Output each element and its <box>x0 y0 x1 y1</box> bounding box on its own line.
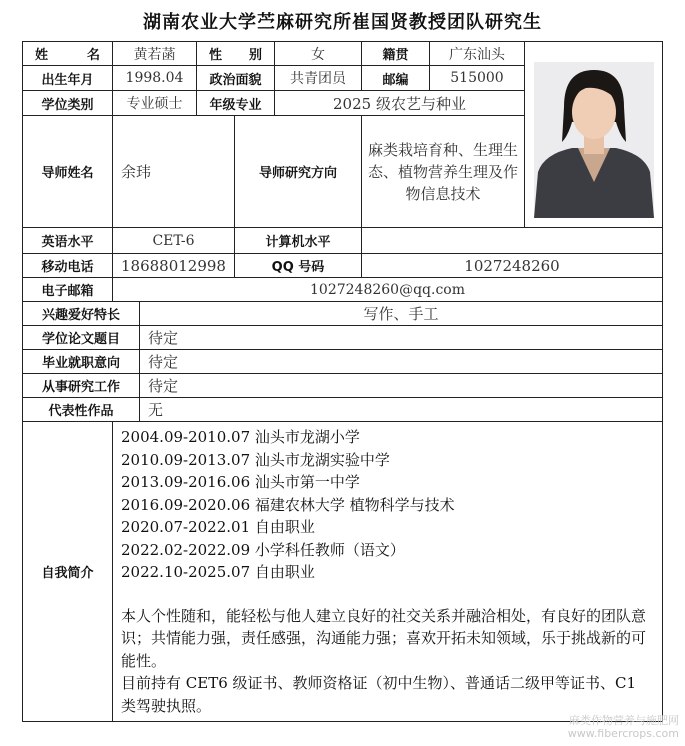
thesis-value: 待定 <box>139 325 663 350</box>
page-title: 湖南农业大学苎麻研究所崔国贤教授团队研究生 <box>143 12 542 33</box>
political-value: 共青团员 <box>274 65 362 91</box>
hobby-label: 兴趣爱好特长 <box>22 301 140 326</box>
supervisor-label: 导师姓名 <box>22 115 113 228</box>
watermark-line2: www.fibercrops.com <box>567 727 679 740</box>
name-label-b: 名 <box>86 48 100 63</box>
phone-value: 18688012998 <box>112 253 235 278</box>
works-value: 无 <box>139 397 663 422</box>
intro-content <box>112 421 663 722</box>
portrait-image <box>534 62 654 218</box>
watermark-line1: 麻类作物营养与施肥网 <box>569 714 679 727</box>
postcode-label: 邮编 <box>361 65 430 91</box>
education-line: 2020.07-2022.01 自由职业 <box>121 518 315 536</box>
supervisor-value: 余玮 <box>112 115 235 228</box>
degree-label: 学位类别 <box>22 90 113 116</box>
name-label-a: 姓 <box>35 48 49 63</box>
major-label: 年级专业 <box>196 90 275 116</box>
education-line: 2022.10-2025.07 自由职业 <box>121 563 315 581</box>
computer-label: 计算机水平 <box>234 227 362 254</box>
career-value: 待定 <box>139 349 663 374</box>
phone-label: 移动电话 <box>22 253 113 278</box>
thesis-label: 学位论文题目 <box>22 325 140 350</box>
intro-paragraph: 本人个性随和，能轻松与他人建立良好的社交关系并融洽相处，有良好的团队意识；共情能力强，责任感强，沟通能力强；喜欢开拓未知领域，乐于挑战新的可能性。 <box>121 606 647 670</box>
watermark <box>568 714 679 740</box>
education-line: 2016.09-2020.06 福建农林大学 植物科学与技术 <box>121 495 455 514</box>
postcode-value: 515000 <box>429 65 525 91</box>
direction-value: 麻类栽培育种、生理生态、植物营养生理及作物信息技术 <box>361 115 525 228</box>
origin-value: 广东汕头 <box>429 41 525 66</box>
education-line: 2004.09-2010.07 汕头市龙湖小学 <box>121 428 360 446</box>
name-value: 黄若菡 <box>112 41 197 66</box>
gender-value: 女 <box>274 41 362 66</box>
works-label: 代表性作品 <box>22 397 140 422</box>
hobby-value: 写作、手工 <box>139 301 663 326</box>
qq-value: 1027248260 <box>361 253 663 278</box>
gender-label <box>196 41 275 66</box>
english-value: CET-6 <box>112 227 235 254</box>
english-label: 英语水平 <box>22 227 113 254</box>
email-label: 电子邮箱 <box>22 277 113 302</box>
email-value: 1027248260@qq.com <box>112 277 663 302</box>
certificates-paragraph: 目前持有 CET6 级证书、教师资格证（初中生物）、普通话二级甲等证书、C1 类驾驶执照。 <box>121 674 637 715</box>
education-line: 2010.09-2013.07 汕头市龙湖实验中学 <box>121 450 390 469</box>
career-label: 毕业就职意向 <box>22 349 140 374</box>
education-line: 2013.09-2016.06 汕头市第一中学 <box>121 473 360 491</box>
research-label: 从事研究工作 <box>22 373 140 398</box>
birth-value: 1998.04 <box>112 65 197 91</box>
major-value: 2025 级农艺与种业 <box>274 90 525 116</box>
political-label: 政治面貌 <box>196 65 275 91</box>
name-label <box>22 41 113 66</box>
gender-label-b: 别 <box>248 48 262 63</box>
student-photo <box>534 62 654 218</box>
computer-value <box>361 227 663 254</box>
direction-label: 导师研究方向 <box>234 115 362 228</box>
qq-label: QQ 号码 <box>234 253 362 278</box>
birth-label: 出生年月 <box>22 65 113 91</box>
gender-label-a: 性 <box>209 48 223 63</box>
education-line: 2022.02-2022.09 小学科任教师（语文） <box>121 540 405 559</box>
origin-label: 籍贯 <box>361 41 430 66</box>
intro-label: 自我简介 <box>22 421 113 722</box>
degree-value: 专业硕士 <box>112 90 197 116</box>
research-value: 待定 <box>139 373 663 398</box>
